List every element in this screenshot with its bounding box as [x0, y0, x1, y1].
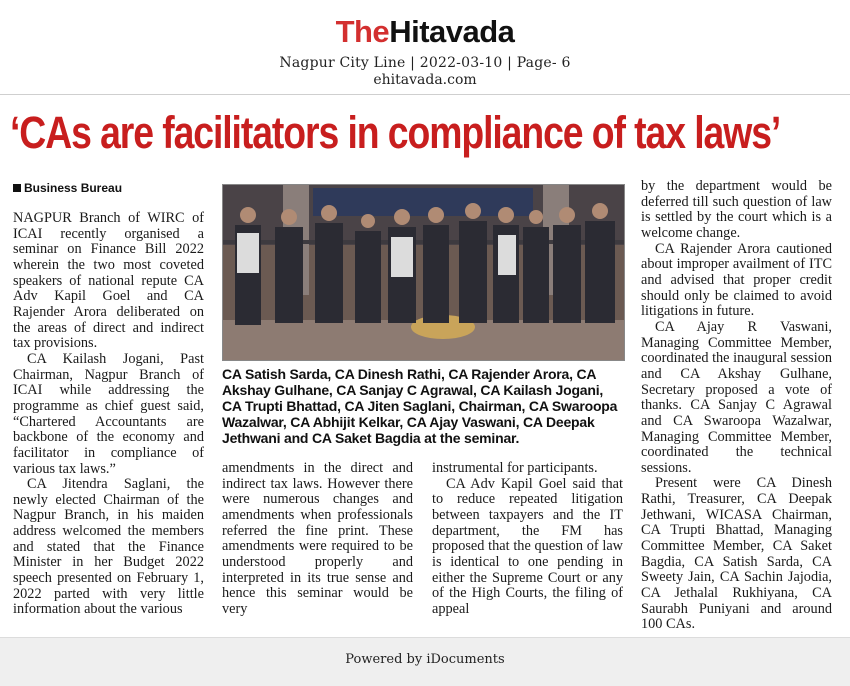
- site-link[interactable]: ehitavada.com: [373, 72, 477, 88]
- article-clipping: [0, 95, 850, 637]
- paragraph: CA Ajay R Vaswani, Managing Committee Member, coordinated the inaugural session and CA Akshay Gulhane, Secretary proposed a vote of thanks. CA Sanjay C Agrawal and CA Swaroopa Wazalwar, Managing Committee Member, coordinated the technical sessions.: [641, 318, 832, 476]
- byline-text: Business Bureau: [24, 181, 123, 195]
- paragraph: CA Jitendra Saglani, the newly elected Chairman of the Nagpur Branch, in his maiden address welcomed the members and stated that the Finance Minister in her Budget 2022 speech presented on February 1, 2022 parted with very little information about the various: [13, 476, 204, 618]
- paragraph: amendments in the direct and indirect tax laws. However there were numerous changes and amendments when professionals referred the fine print. These amendments were required to be understood properly and interpreted in its true sense and hence this seminar would be very: [222, 460, 413, 617]
- powered-by-link[interactable]: Powered by iDocuments: [345, 652, 505, 667]
- edition-line: Nagpur City Line | 2022-03-10 | Page- 6: [279, 55, 571, 71]
- column-4: [641, 178, 832, 633]
- masthead: [0, 0, 850, 94]
- paragraph: Present were CA Dinesh Rathi, Treasurer, CA Deepak Jethwani, WICASA Chairman, CA Trupti Bhattad, Managing Committee Member, CA Saket Bagdia, CA Satish Sarda, CA Sweety Jain, CA Sachin Jajodia, CA Jethalal Rukhiyana, CA Saurabh Puniyani and around 100 CAs.: [641, 475, 832, 633]
- logo-name: Hitavada: [389, 14, 515, 49]
- paragraph: CA Adv Kapil Goel said that to reduce repeated litigation between taxpayers and the IT department, the FM has proposed that the question of law is identical to one pending in either the Supreme Court or any of the High Courts, the filing of appeal: [432, 475, 623, 617]
- byline: [13, 181, 122, 195]
- newspaper-logo[interactable]: [0, 14, 850, 50]
- byline-square-icon: [13, 184, 21, 192]
- column-2: [222, 460, 413, 617]
- photo-caption: CA Satish Sarda, CA Dinesh Rathi, CA Rajender Arora, CA Akshay Gulhane, CA Sanjay C Agrawal, CA Kailash Jogani, CA Trupti Bhattad, CA Jiten Saglani, Chairman, CA Swaroopa Wazalwar, CA Abhijit Kelkar, CA Ajay Vaswani, CA Deepak Jethwani and CA Saket Bagdia at the seminar.: [222, 366, 618, 446]
- headline: ‘CAs are facilitators in compliance of tax laws’: [10, 107, 781, 158]
- paragraph: CA Rajender Arora cautioned about improper availment of ITC and advised that proper credit should only be claimed to avoid litigations in future.: [641, 240, 832, 320]
- footer: [0, 637, 850, 686]
- paragraph: by the department would be deferred till such question of law is settled by the court which is a welcome change.: [641, 178, 832, 241]
- logo-the: The: [335, 14, 390, 49]
- paragraph: NAGPUR Branch of WIRC of ICAI recently organised a seminar on Finance Bill 2022 wherein the two most coveted speakers of national repute CA Adv Kapil Goel and CA Rajender Arora deliberated on the areas of direct and indirect tax provisions.: [13, 210, 204, 352]
- column-3: [432, 460, 623, 617]
- paragraph: instrumental for participants.: [432, 460, 598, 476]
- paragraph: CA Kailash Jogani, Past Chairman, Nagpur Branch of ICAI while addressing the programme as chief guest said, “Chartered Accountants are backbone of the economy and facilitator in compliance of various tax laws.”: [13, 350, 204, 477]
- column-1: [13, 210, 204, 618]
- seminar-photo: [222, 184, 625, 361]
